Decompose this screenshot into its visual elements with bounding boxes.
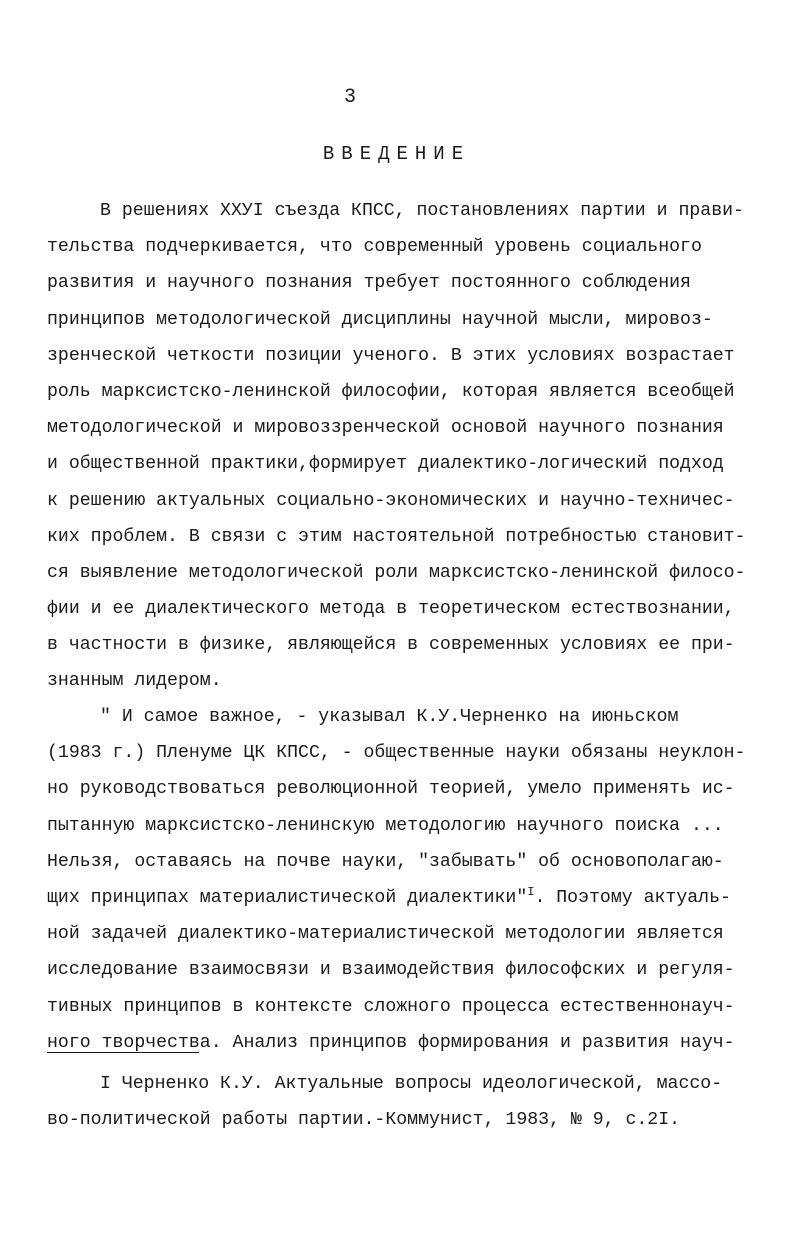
text-line: фии и ее диалектического метода в теоретическом естествознании,	[47, 599, 735, 620]
text-line: " И самое важное, - указывал К.У.Черненко на июньском	[100, 707, 679, 727]
text-line: и общественной практики,формирует диалектико-логический подход	[47, 454, 724, 475]
text-line: пытанную марксистско-ленинскую методологию научного поиска ...	[47, 815, 724, 836]
text-line: тивных принципов в контексте сложного процесса естественнонауч-	[47, 996, 735, 1017]
text-line: к решению актуальных социально-экономических и научно-техничес-	[47, 490, 735, 511]
footnote-reference: I	[527, 884, 535, 899]
text-line: но руководствоваться революционной теорией, умело применять ис-	[47, 779, 735, 800]
text-line: исследование взаимосвязи и взаимодействия философских и регуля-	[47, 960, 735, 981]
page-number: 3	[343, 86, 356, 109]
footnote-line: I Черненко К.У. Актуальные вопросы идеологической, массо-	[100, 1074, 723, 1094]
text-line: развития и научного познания требует постоянного соблюдения	[47, 273, 691, 294]
paragraph-1	[47, 193, 759, 700]
text-line: (1983 г.) Пленуме ЦК КПСС, - общественные науки обязаны неуклон-	[47, 743, 746, 764]
section-heading: ВВЕДЕНИЕ	[322, 143, 471, 165]
footnote-line: во-политической работы партии.-Коммунист, 1983, № 9, с.2I.	[47, 1110, 681, 1131]
text-line: роль марксистско-ленинской философии, которая является всеобщей	[47, 381, 735, 402]
footnote-divider	[47, 1052, 199, 1053]
text-line: ной задачей диалектико-материалистической методологии является	[47, 924, 724, 945]
text-line: ся выявление методологической роли марксистско-ленинской филосо-	[47, 562, 746, 583]
text-segment: . Поэтому актуаль-	[534, 887, 731, 908]
text-line: принципов методологической дисциплины научной мысли, мировоз-	[47, 309, 713, 330]
paragraph-2	[47, 699, 759, 1061]
text-line-with-footnote-ref	[47, 880, 759, 916]
text-line: методологической и мировоззренческой основой научного познания	[47, 418, 724, 439]
text-line: знанным лидером.	[47, 671, 222, 692]
text-line: в частности в физике, являющейся в современных условиях ее при-	[47, 635, 735, 656]
footnote	[47, 1066, 759, 1138]
text-line: зренческой четкости позиции ученого. В этих условиях возрастает	[47, 345, 735, 366]
text-line: Нельзя, оставаясь на почве науки, "забывать" об основополагаю-	[47, 851, 724, 872]
text-line: ного творчества. Анализ принципов формирования и развития науч-	[47, 1032, 735, 1053]
text-line: ких проблем. В связи с этим настоятельной потребностью становит-	[47, 526, 746, 547]
text-segment: щих принципах материалистической диалектики"	[47, 887, 528, 908]
text-line: В решениях ХХУI съезда КПСС, постановлениях партии и прави-	[100, 201, 744, 221]
text-line: тельства подчеркивается, что современный уровень социального	[47, 237, 702, 258]
